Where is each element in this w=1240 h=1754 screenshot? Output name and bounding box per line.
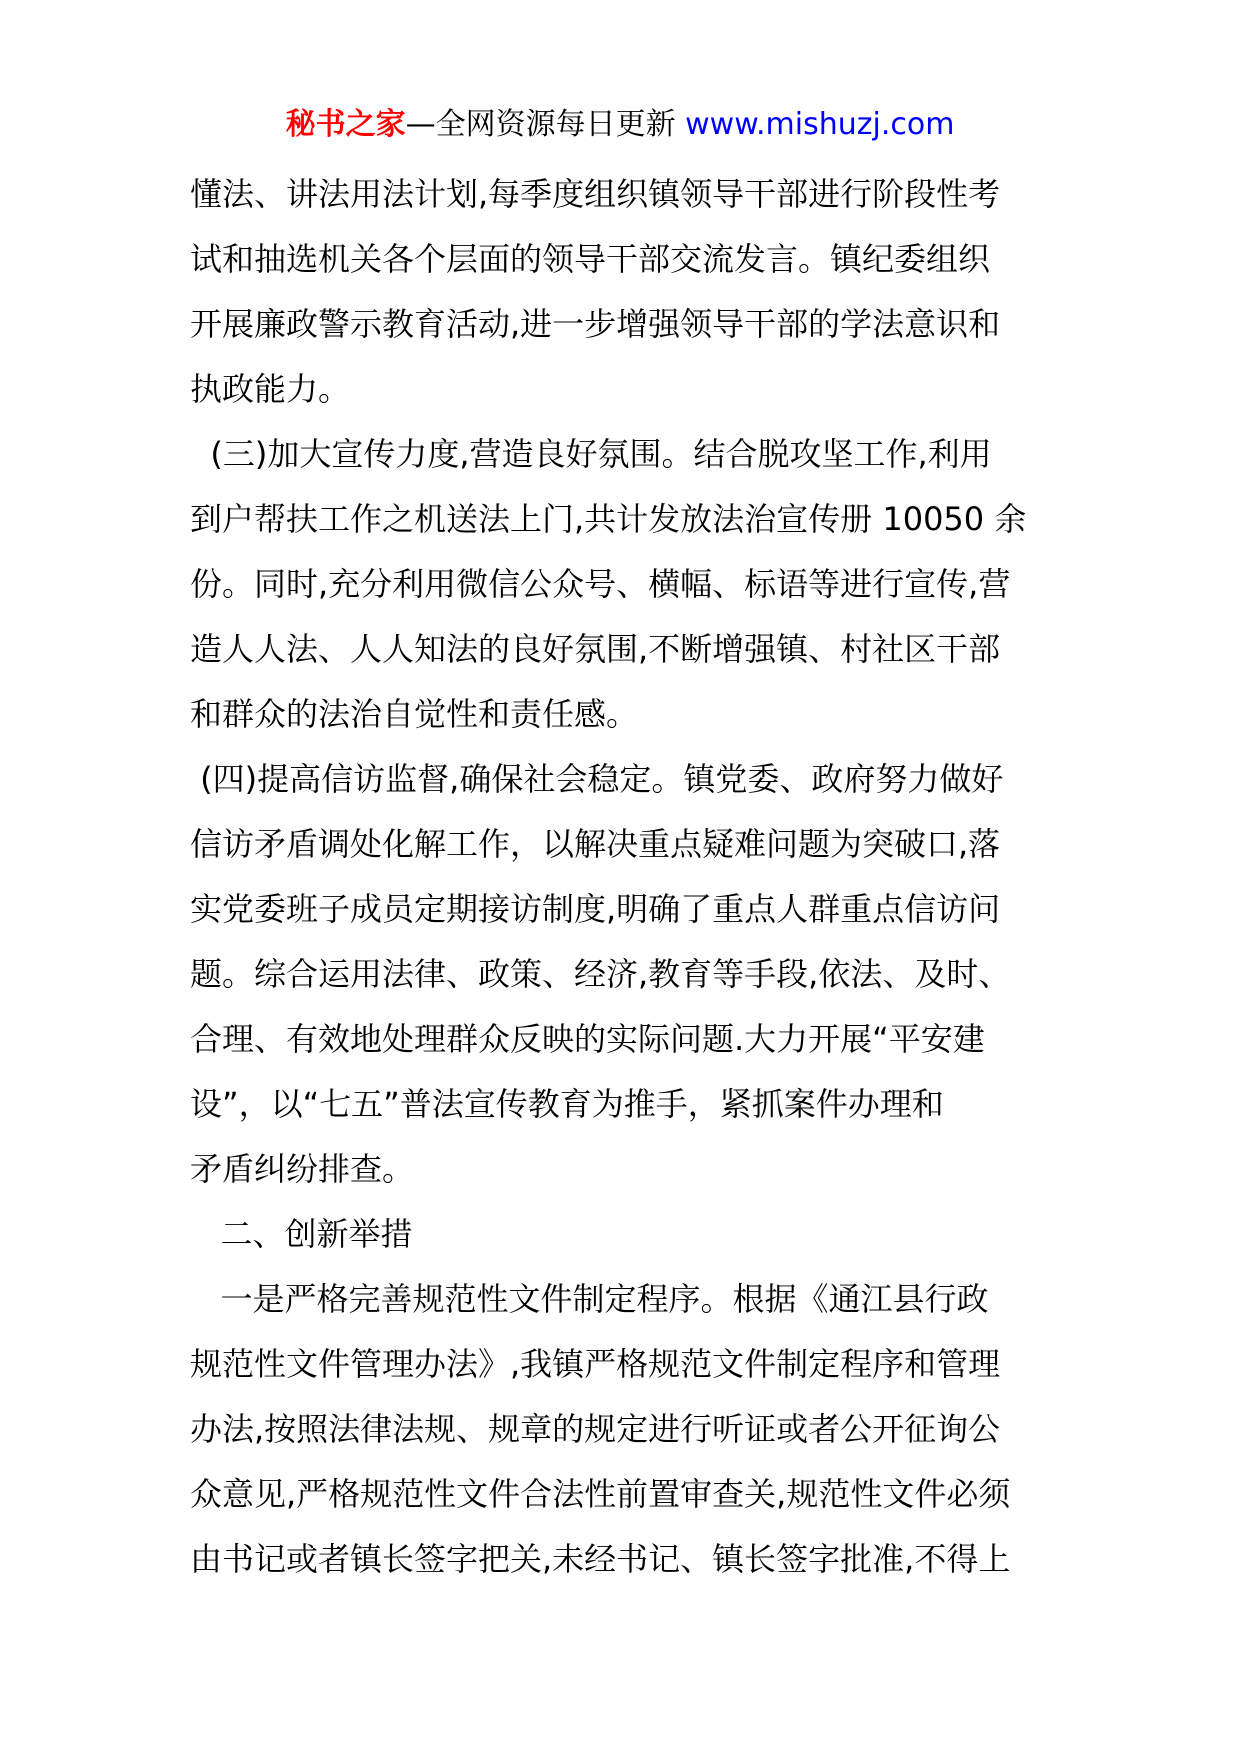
text-line: 试和抽选机关各个层面的领导干部交流发言。镇纪委组织 (190, 240, 991, 278)
text-line: 规范性文件管理办法》,我镇严格规范文件制定程序和管理 (190, 1345, 1001, 1383)
text-line: 众意见,严格规范性文件合法性前置审查关,规范性文件必须 (190, 1475, 1011, 1513)
header-tagline: —全网资源每日更新 (405, 107, 676, 142)
text-line: 造人人法、人人知法的良好氛围,不断增强镇、村社区干部 (190, 630, 1001, 668)
text-line: 和群众的法治自觉性和责任感。 (190, 695, 639, 733)
text-line: 实党委班子成员定期接访制度,明确了重点人群重点信访问 (190, 890, 1001, 928)
text-line: 设”，以“七五”普法宣传教育为推手，紧抓案件办理和 (190, 1085, 944, 1123)
text-line: 合理、有效地处理群众反映的实际问题.大力开展“平安建 (190, 1020, 985, 1058)
text-line: 份。同时,充分利用微信公众号、横幅、标语等进行宣传,营 (190, 565, 1011, 603)
innovation-section-heading: 二、创新举措 (190, 1215, 413, 1253)
text-line: 开展廉政警示教育活动,进一步增强领导干部的学法意识和 (190, 305, 1001, 343)
document-body (190, 162, 1058, 1592)
site-header (0, 100, 1240, 150)
site-url-link[interactable]: www.mishuzj.com (685, 107, 955, 142)
section-three-heading-line: (三)加大宣传力度,营造良好氛围。结合脱攻坚工作,利用 (190, 435, 992, 473)
brand-name: 秘书之家 (285, 107, 406, 142)
text-line: 信访矛盾调处化解工作，以解决重点疑难问题为突破口,落 (190, 825, 1001, 863)
text-line: 题。综合运用法律、政策、经济,教育等手段,依法、及时、 (190, 955, 1011, 993)
text-line: 懂法、讲法用法计划,每季度组织镇领导干部进行阶段性考 (190, 175, 1001, 213)
text-line: 到户帮扶工作之机送法上门,共计发放法治宣传册 10050 余 (190, 500, 1027, 538)
text-line: 一是严格完善规范性文件制定程序。根据《通江县行政 (190, 1280, 989, 1318)
section-four-heading-line: (四)提高信访监督,确保社会稳定。镇党委、政府努力做好 (190, 760, 1004, 798)
text-line: 执政能力。 (190, 370, 351, 408)
text-line: 矛盾纠纷排查。 (190, 1150, 415, 1188)
text-line: 由书记或者镇长签字把关,未经书记、镇长签字批准,不得上 (190, 1540, 1011, 1578)
text-line: 办法,按照法律法规、规章的规定进行听证或者公开征询公 (190, 1410, 1001, 1448)
